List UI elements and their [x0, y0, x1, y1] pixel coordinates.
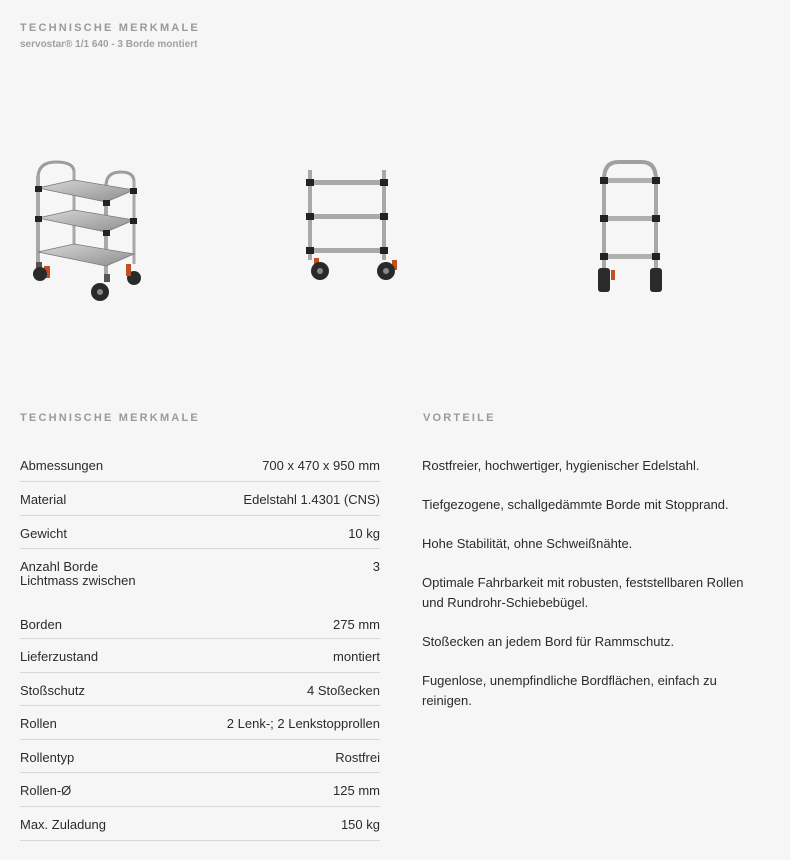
advantage-item: Tiefgezogene, schallgedämmte Borde mit Stopprand.	[422, 497, 729, 512]
spec-row-rollentyp	[20, 740, 380, 773]
spec-value: Edelstahl 1.4301 (CNS)	[243, 492, 380, 507]
spec-row-material	[20, 482, 380, 516]
spec-label: Stoßschutz	[20, 683, 86, 698]
spec-label: Abmessungen	[20, 458, 104, 473]
cart-perspective-icon	[26, 156, 146, 306]
spec-row-lieferzustand	[20, 639, 380, 673]
spec-row-gewicht	[20, 516, 380, 549]
spec-value: 10 kg	[348, 526, 380, 541]
advantage-item: Optimale Fahrbarkeit mit robusten, feststellbaren Rollen und Rundrohr-Schiebebügel.	[422, 575, 744, 610]
cart-side-icon	[300, 166, 406, 286]
spec-row-stossschutz	[20, 673, 380, 706]
spec-value: Rostfrei	[335, 750, 380, 765]
advantage-item: Fugenlose, unempfindliche Bordflächen, einfach zu reinigen.	[422, 673, 717, 708]
advantages-list	[422, 456, 767, 730]
spec-row-max-zuladung	[20, 807, 380, 841]
spec-row-anzahl-borde	[20, 549, 380, 573]
spec-label: Rollentyp	[20, 750, 75, 765]
spec-row-rollen	[20, 706, 380, 740]
spec-value: 125 mm	[333, 783, 380, 798]
specs-table	[20, 448, 380, 841]
spec-label: Max. Zuladung	[20, 817, 106, 832]
spec-label: Gewicht	[20, 526, 67, 541]
advantage-item: Hohe Stabilität, ohne Schweißnähte.	[422, 536, 633, 551]
spec-value: 700 x 470 x 950 mm	[262, 458, 380, 473]
spec-value: 4 Stoßecken	[307, 683, 380, 698]
advantages-title: VORTEILE	[423, 412, 496, 424]
spec-label: Anzahl Borde	[20, 559, 99, 574]
spec-value: 150 kg	[340, 817, 380, 832]
page-title: TECHNISCHE MERKMALE	[20, 22, 200, 34]
spec-value: 3	[372, 559, 380, 574]
cart-front-icon	[594, 158, 666, 298]
spec-label: Rollen-Ø	[20, 783, 72, 798]
spec-label: Lieferzustand	[20, 649, 99, 664]
specs-title: TECHNISCHE MERKMALE	[20, 412, 200, 424]
advantage-item: Rostfreier, hochwertiger, hygienischer Edelstahl.	[422, 458, 700, 473]
advantage-item: Stoßecken an jedem Bord für Rammschutz.	[422, 634, 675, 649]
spec-value: 275 mm	[333, 617, 380, 632]
spec-label: Material	[20, 492, 67, 507]
spec-label: Rollen	[20, 716, 57, 731]
spec-row-abmessungen	[20, 448, 380, 482]
spec-value: 2 Lenk-; 2 Lenkstopprollen	[226, 716, 380, 731]
spec-value: montiert	[333, 649, 380, 664]
product-subtitle: servostar® 1/1 640 - 3 Borde montiert	[20, 39, 198, 50]
spec-row-lichtmass	[20, 573, 380, 595]
spec-row-borden	[20, 595, 380, 639]
spec-row-rollen-durchmesser	[20, 773, 380, 807]
spec-label: Borden	[20, 617, 62, 632]
spec-label: Lichtmass zwischen	[20, 573, 136, 588]
